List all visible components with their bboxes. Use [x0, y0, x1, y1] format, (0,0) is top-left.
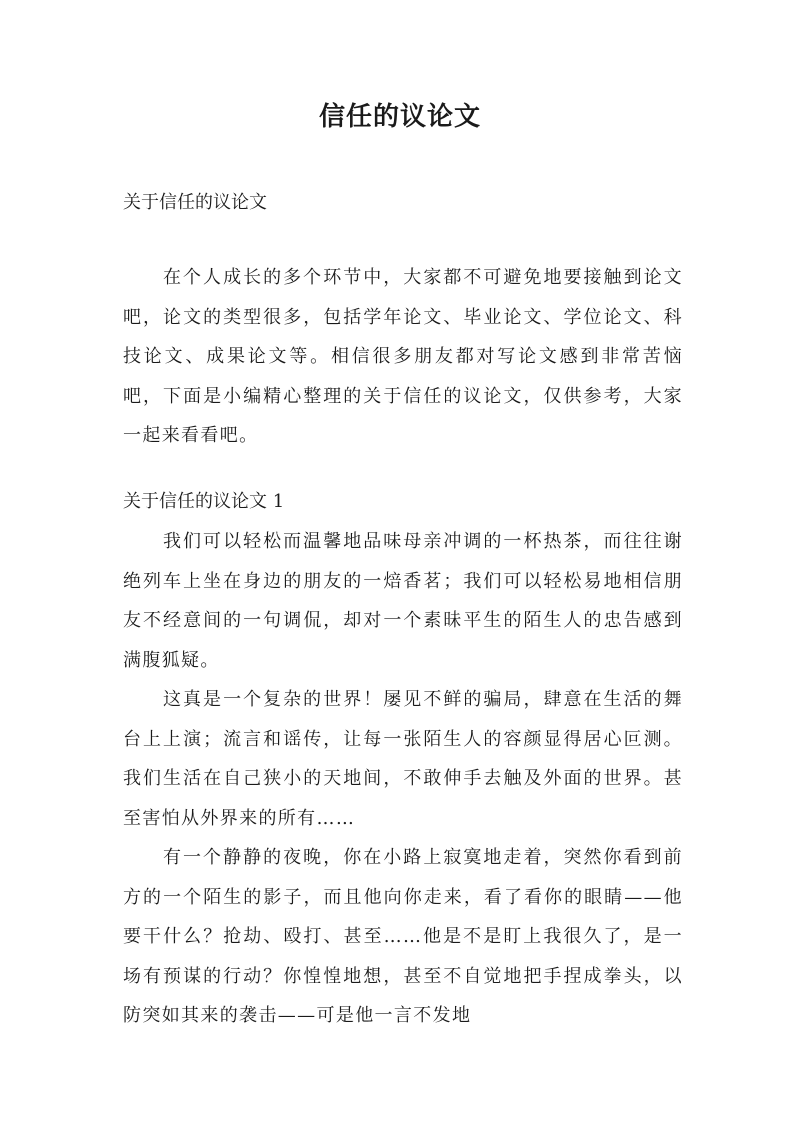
section-heading: 关于信任的议论文 1 [123, 491, 285, 512]
document-subtitle: 关于信任的议论文 [123, 192, 267, 213]
section-body [123, 522, 683, 1036]
intro-paragraph: 在个人成长的多个环节中，大家都不可避免地要接触到论文吧，论文的类型很多，包括学年论文、毕业论文、学位论文、科技论文、成果论文等。相信很多朋友都对写论文感到非常苦恼吧，下面是小编精心整理的关于信任的议论文，仅供参考，大家一起来看看吧。 [123, 267, 683, 446]
body-paragraph: 有一个静静的夜晚，你在小路上寂寞地走着，突然你看到前方的一个陌生的影子，而且他向你走来，看了看你的眼睛——他要干什么？抢劫、殴打、甚至……他是不是盯上我很久了，是一场有预谋的行动？你惶惶地想，甚至不自觉地把手捏成拳头，以防突如其来的袭击——可是他一言不发地 [123, 847, 683, 1026]
body-paragraph: 这真是一个复杂的世界！屡见不鲜的骗局，肆意在生活的舞台上上演；流言和谣传，让每一张陌生人的容颜显得居心叵测。我们生活在自己狭小的天地间，不敢伸手去触及外面的世界。甚至害怕从外界来的所有…… [123, 689, 683, 829]
body-paragraph: 我们可以轻松而温馨地品味母亲冲调的一杯热茶，而往往谢绝列车上坐在身边的朋友的一焙香茗；我们可以轻松易地相信朋友不经意间的一句调侃，却对一个素昧平生的陌生人的忠告感到满腹狐疑。 [123, 531, 683, 671]
document-title: 信任的议论文 [318, 102, 481, 132]
